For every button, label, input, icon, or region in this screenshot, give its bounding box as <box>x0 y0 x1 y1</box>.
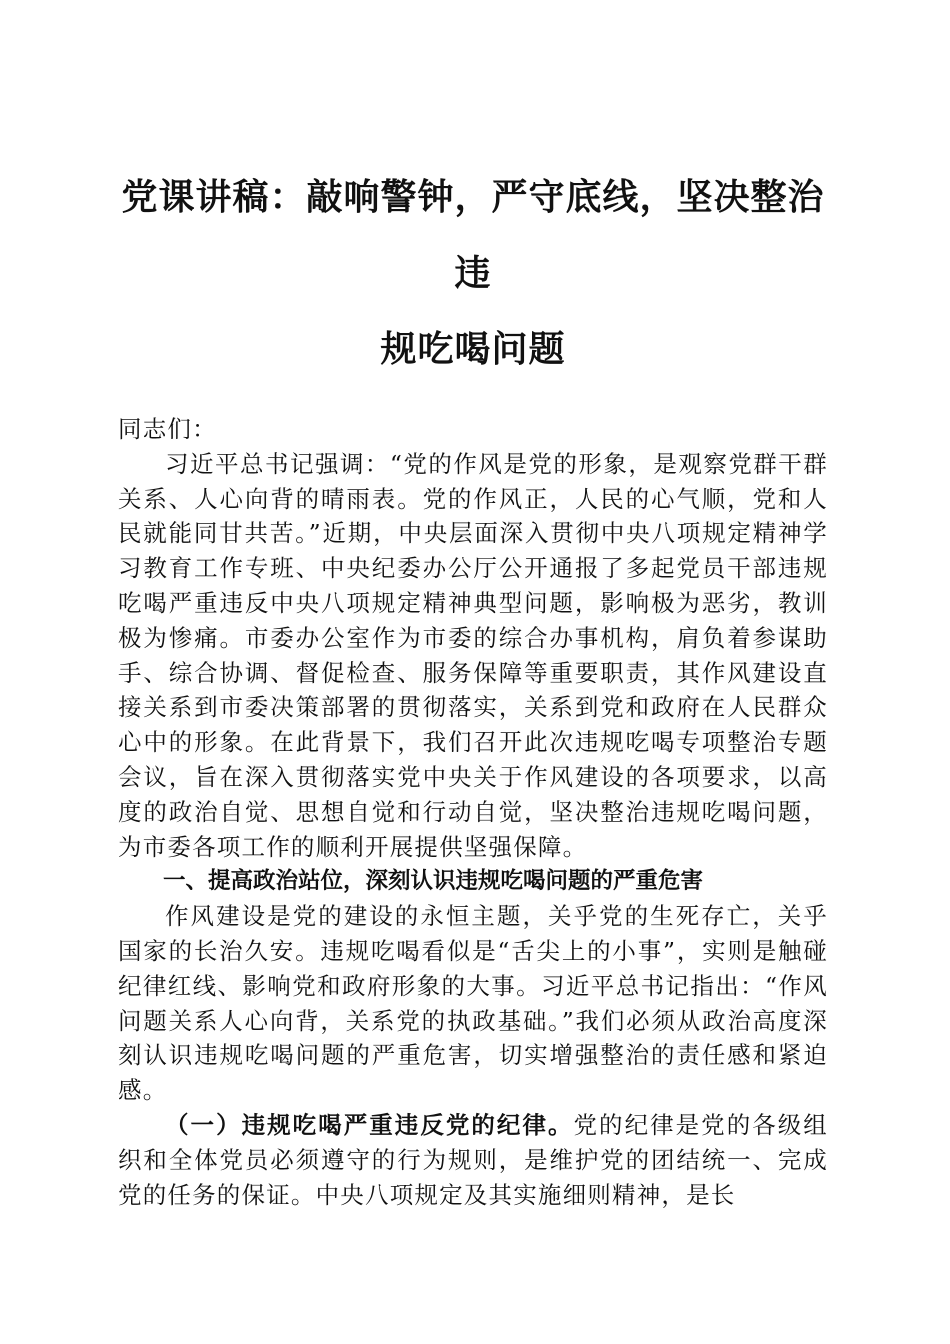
subsection-1-text: 党的纪律是党的各级组织和全体党员必须遵守的行为规则，是维护党的团结统一、完成党的任务的保证。中央八项规定及其实施细则精神，是长 <box>118 1110 829 1209</box>
subsection-1-lead: （一）违规吃喝严重违反党的纪律。 <box>165 1110 574 1139</box>
paragraph-section-1: 作风建设是党的建设的永恒主题，关乎党的生死存亡，关乎国家的长治久安。违规吃喝看似是“舌尖上的小事”，实则是触碰纪律红线、影响党和政府形象的大事。习近平总书记指出：“作风问题关系人心向背，关系党的执政基础。”我们必须从政治高度深刻认识违规吃喝问题的严重危害，切实增强整治的责任感和紧迫感。 <box>118 902 828 1105</box>
salutation: 同志们： <box>118 415 217 443</box>
title-line-2: 规吃喝问题 <box>380 329 566 370</box>
title-line-1: 党课讲稿：敲响警钟，严守底线，坚决整治违 <box>121 177 825 294</box>
paragraph-intro: 习近平总书记强调：“党的作风是党的形象，是观察党群干群关系、人心向背的晴雨表。党的作风正，人民的心气顺，党和人民就能同甘共苦。”近期，中央层面深入贯彻中央八项规定精神学习教育工作专班、中央纪委办公厅公开通报了多起党员干部违规吃喝严重违反中央八项规定精神典型问题，影响极为恶劣，教训极为惨痛。市委办公室作为市委的综合办事机构，肩负着参谋助手、综合协调、督促检查、服务保障等重要职责，其作风建设直接关系到市委决策部署的贯彻落实，关系到党和政府在人民群众心中的形象。在此背景下，我们召开此次违规吃喝专项整治专题会议，旨在深入贯彻落实党中央关于作风建设的各项要求，以高度的政治自觉、思想自觉和行动自觉，坚决整治违规吃喝问题，为市委各项工作的顺利开展提供坚强保障。 <box>118 449 828 861</box>
section-heading-1: 一、提高政治站位，深刻认识违规吃喝问题的严重危害 <box>163 868 704 895</box>
subsection-1 <box>118 1108 828 1212</box>
document-title <box>118 160 828 388</box>
document-page <box>118 160 828 1212</box>
